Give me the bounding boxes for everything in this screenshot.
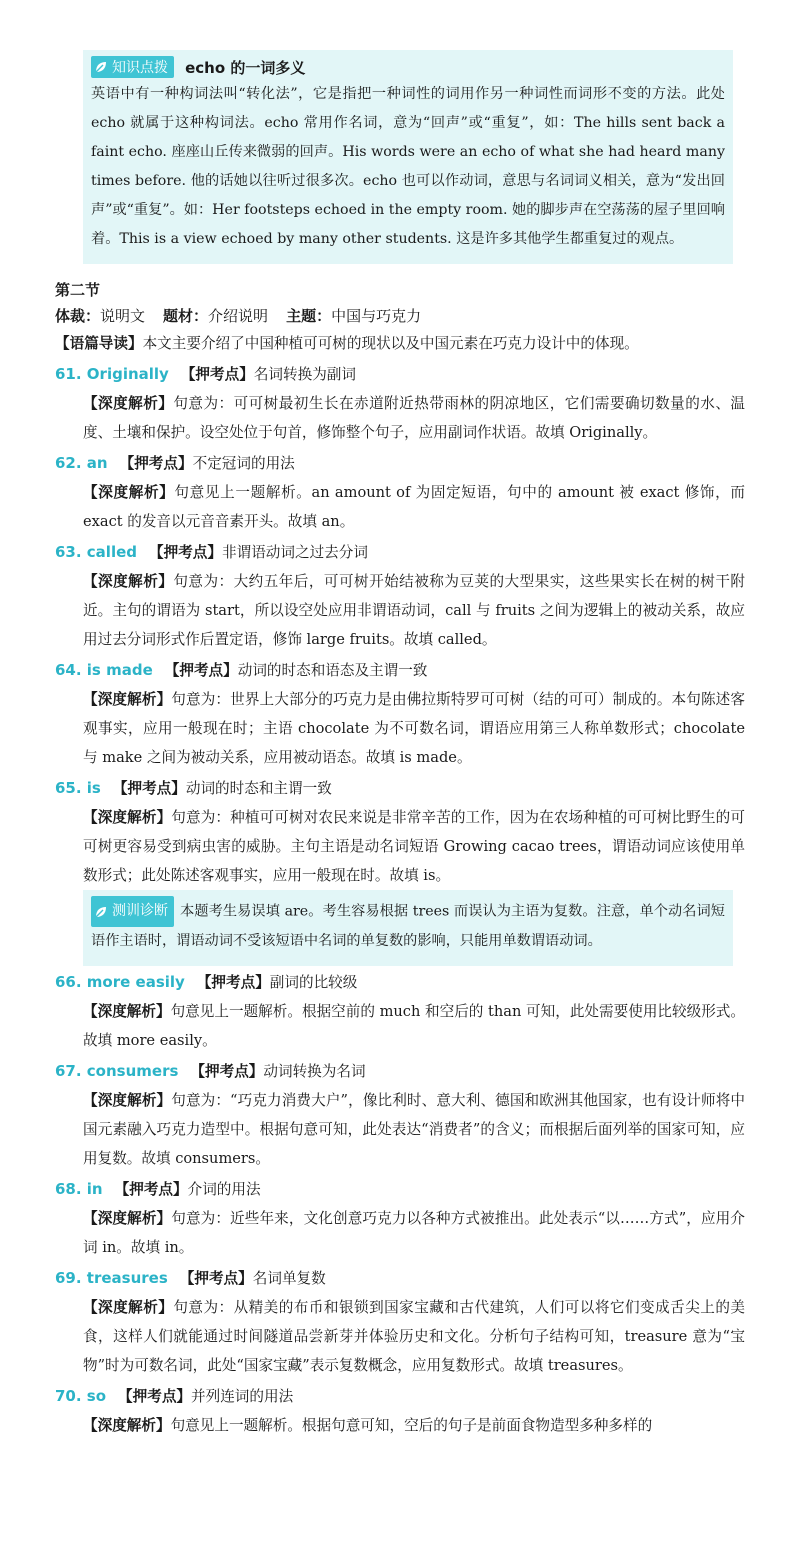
key-point-label: 【押考点】 bbox=[180, 366, 254, 383]
topic-label: 题材： bbox=[163, 307, 209, 325]
analysis-text bbox=[83, 997, 745, 1055]
answer-item bbox=[55, 1175, 745, 1262]
analysis-body: 句意为：大约五年后，可可树开始结被称为豆荚的大型果实，这些果实长在树的树干附近。主句的谓语为 start，所以设空处应用非谓语动词，call 与 fruits 之间为逻辑上的被动关系，故应用过去分词形式作后置定语，修饰 large fruits。故填 called。 bbox=[83, 573, 745, 648]
analysis-label: 【深度解析】 bbox=[83, 1299, 174, 1316]
analysis-body: 句意见上一题解析。根据空前的 much 和空后的 than 可知，此处需要使用比较级形式。故填 more easily。 bbox=[83, 1003, 745, 1049]
key-point-label: 【押考点】 bbox=[164, 662, 238, 679]
analysis-label: 【深度解析】 bbox=[83, 1003, 171, 1020]
key-point-text: 并列连词的用法 bbox=[191, 1388, 294, 1405]
passage-guide bbox=[55, 330, 745, 358]
leaf-icon bbox=[94, 905, 108, 919]
key-point-text: 介词的用法 bbox=[187, 1181, 261, 1198]
answer-list-1 bbox=[55, 360, 745, 890]
genre-label: 体裁： bbox=[55, 307, 101, 325]
answer-number: 68. in bbox=[55, 1180, 103, 1198]
guide-text: 本文主要介绍了中国种植可可树的现状以及中国元素在巧克力设计中的体现。 bbox=[142, 335, 639, 352]
analysis-text bbox=[83, 803, 745, 890]
analysis-label: 【深度解析】 bbox=[83, 809, 172, 826]
diagnosis-tag-label: 测训诊断 bbox=[112, 903, 168, 919]
analysis-body: 句意为：种植可可树对农民来说是非常辛苦的工作，因为在农场种植的可可树比野生的可可树更容易受到病虫害的威胁。主句主语是动名词短语 Growing cacao trees，谓语动词应该使用单数形式；此处陈述客观事实，应用一般现在时。故填 is。 bbox=[83, 809, 745, 884]
genre-value: 说明文 bbox=[100, 307, 146, 325]
key-point-text: 非谓语动词之过去分词 bbox=[222, 544, 368, 561]
tip-box-diagnosis bbox=[83, 890, 733, 966]
key-point-text: 名词单复数 bbox=[252, 1270, 326, 1287]
analysis-body: 句意为：近些年来，文化创意巧克力以各种方式被推出。此处表示“以……方式”，应用介词 in。故填 in。 bbox=[83, 1210, 745, 1256]
guide-label: 【语篇导读】 bbox=[55, 335, 143, 352]
answer-item bbox=[55, 774, 745, 890]
key-point-label: 【押考点】 bbox=[114, 1181, 188, 1198]
analysis-label: 【深度解析】 bbox=[83, 1092, 172, 1109]
analysis-text bbox=[83, 478, 745, 536]
answer-head bbox=[55, 1175, 745, 1204]
analysis-label: 【深度解析】 bbox=[83, 1417, 171, 1434]
answer-number: 62. an bbox=[55, 454, 108, 472]
section-heading: 第二节 bbox=[55, 281, 101, 299]
answer-item bbox=[55, 1264, 745, 1380]
answer-number: 64. is made bbox=[55, 661, 153, 679]
answer-list-2 bbox=[55, 968, 745, 1440]
analysis-text bbox=[83, 1411, 745, 1440]
analysis-body: 句意见上一题解析。an amount of 为固定短语，句中的 amount 被 exact 修饰，而 exact 的发音以元音音素开头。故填 an。 bbox=[83, 484, 745, 530]
analysis-label: 【深度解析】 bbox=[83, 395, 174, 412]
answer-number: 65. is bbox=[55, 779, 101, 797]
analysis-label: 【深度解析】 bbox=[83, 1210, 172, 1227]
answer-head bbox=[55, 1057, 745, 1086]
analysis-text bbox=[83, 1204, 745, 1262]
answer-item bbox=[55, 538, 745, 654]
answer-head bbox=[55, 538, 745, 567]
key-point-text: 不定冠词的用法 bbox=[192, 455, 295, 472]
tip-body: 英语中有一种构词法叫“转化法”，它是指把一种词性的词用作另一种词性而词形不变的方法。此处 echo 就属于这种构词法。echo 常用作名词，意为“回声”或“重复”，如：The hills sent back a faint echo. 座座山丘传来微弱的回声。His words were an echo of what she had heard many times before. 他的话她以往听过很多次。echo 也可以作动词，意思与名词词义相关，意为“发出回声”或“重复”。如：Her footsteps echoed in the empty room. 她的脚步声在空荡荡的屋子里回响着。This is a view echoed by many other students. 这是许多其他学生都重复过的观点。 bbox=[91, 86, 725, 247]
analysis-text bbox=[83, 685, 745, 772]
analysis-text bbox=[83, 389, 745, 447]
key-point-label: 【押考点】 bbox=[118, 1388, 192, 1405]
analysis-text bbox=[83, 1293, 745, 1380]
key-point-text: 动词的时态和主谓一致 bbox=[185, 780, 332, 797]
answer-item bbox=[55, 968, 745, 1055]
key-point-label: 【押考点】 bbox=[196, 974, 270, 991]
key-point-label: 【押考点】 bbox=[119, 455, 193, 472]
analysis-label: 【深度解析】 bbox=[83, 484, 175, 501]
answer-item bbox=[55, 449, 745, 536]
key-point-text: 副词的比较级 bbox=[269, 974, 358, 991]
theme-value: 中国与巧克力 bbox=[331, 307, 422, 325]
analysis-body: 句意为：可可树最初生长在赤道附近热带雨林的阴凉地区，它们需要确切数量的水、温度、土壤和保护。设空处位于句首，修饰整个句子，应用副词作状语。故填 Originally。 bbox=[83, 395, 745, 441]
answer-item bbox=[55, 1382, 745, 1440]
answer-number: 63. called bbox=[55, 543, 138, 561]
key-point-text: 动词转换为名词 bbox=[263, 1063, 366, 1080]
answer-head bbox=[55, 774, 745, 803]
answer-item bbox=[55, 656, 745, 772]
tip-tag-label: 知识点拨 bbox=[112, 60, 168, 76]
answer-number: 67. consumers bbox=[55, 1062, 179, 1080]
answer-number: 66. more easily bbox=[55, 973, 185, 991]
analysis-body: 句意为：“巧克力消费大户”，像比利时、意大利、德国和欧洲其他国家，也有设计师将中国元素融入巧克力造型中。根据句意可知，此处表达“消费者”的含义；而根据后面列举的国家可知，应用复数。故填 consumers。 bbox=[83, 1092, 745, 1167]
tip-title: echo 的一词多义 bbox=[185, 58, 306, 77]
answer-head bbox=[55, 656, 745, 685]
analysis-body: 句意为：从精美的布币和银锁到国家宝藏和古代建筑，人们可以将它们变成舌尖上的美食，这样人们就能通过时间隧道品尝新芽并体验历史和文化。分析句子结构可知，treasure 意为“宝物”时为可数名词，此处“国家宝藏”表示复数概念，应用复数形式。故填 treasures。 bbox=[83, 1299, 745, 1374]
analysis-body: 句意见上一题解析。根据句意可知，空后的句子是前面食物造型多种多样的 bbox=[170, 1417, 653, 1434]
answer-head bbox=[55, 360, 745, 389]
key-point-text: 名词转换为副词 bbox=[253, 366, 356, 383]
key-point-label: 【押考点】 bbox=[190, 1063, 264, 1080]
analysis-text bbox=[83, 1086, 745, 1173]
analysis-text bbox=[83, 567, 745, 654]
answer-number: 69. treasures bbox=[55, 1269, 168, 1287]
answer-number: 70. so bbox=[55, 1387, 107, 1405]
diagnosis-tag bbox=[91, 896, 174, 927]
answer-head bbox=[55, 449, 745, 478]
answer-head bbox=[55, 968, 745, 997]
answer-head bbox=[55, 1264, 745, 1293]
meta-line bbox=[55, 302, 745, 330]
answer-item bbox=[55, 1057, 745, 1173]
theme-label: 主题： bbox=[286, 307, 332, 325]
key-point-text: 动词的时态和语态及主谓一致 bbox=[237, 662, 428, 679]
tip-box-knowledge bbox=[83, 50, 733, 264]
topic-value: 介绍说明 bbox=[208, 307, 269, 325]
key-point-label: 【押考点】 bbox=[112, 780, 186, 797]
answer-item bbox=[55, 360, 745, 447]
diagnosis-note bbox=[91, 896, 725, 956]
diagnosis-body: 本题考生易误填 are。考生容易根据 trees 而误认为主语为复数。注意，单个动名词短语作主语时，谓语动词不受该短语中名词的单复数的影响，只能用单数谓语动词。 bbox=[91, 903, 725, 949]
analysis-body: 句意为：世界上大部分的巧克力是由佛拉斯特罗可可树（结的可可）制成的。本句陈述客观事实，应用一般现在时；主语 chocolate 为不可数名词，谓语应用第三人称单数形式；chocolate 与 make 之间为被动关系，应用被动语态。故填 is made。 bbox=[83, 691, 745, 766]
tip-box-header bbox=[91, 56, 725, 78]
leaf-icon bbox=[94, 60, 108, 74]
answer-number: 61. Originally bbox=[55, 365, 169, 383]
analysis-label: 【深度解析】 bbox=[83, 691, 172, 708]
key-point-label: 【押考点】 bbox=[179, 1270, 253, 1287]
analysis-label: 【深度解析】 bbox=[83, 573, 174, 590]
answer-head bbox=[55, 1382, 745, 1411]
key-point-label: 【押考点】 bbox=[149, 544, 222, 561]
tip-tag bbox=[91, 56, 174, 78]
